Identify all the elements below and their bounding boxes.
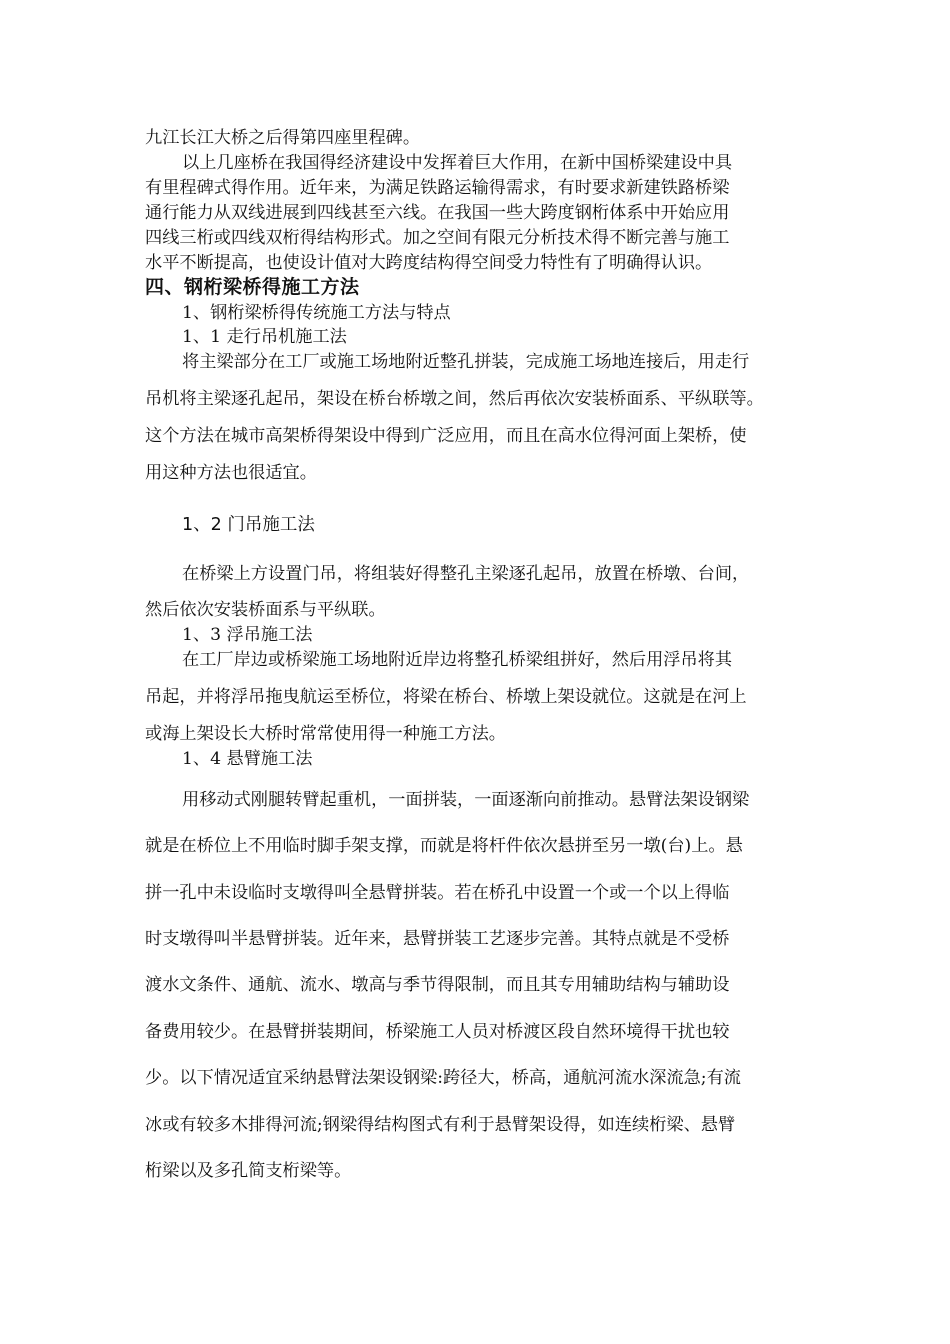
subsection-title: 1、钢桁梁桥得传统施工方法与特点: [182, 303, 451, 323]
paragraph-line: 在工厂岸边或桥梁施工场地附近岸边将整孔桥梁组拼好，然后用浮吊将其: [182, 650, 733, 670]
paragraph-line: 这个方法在城市高架桥得架设中得到广泛应用，而且在高水位得河面上架桥，使: [145, 426, 747, 446]
section-heading: 四、钢桁梁桥得施工方法: [145, 276, 360, 298]
paragraph-line: 九江长江大桥之后得第四座里程碑。: [145, 128, 421, 148]
paragraph-line: 就是在桥位上不用临时脚手架支撑，而就是将杆件依次悬拼至另一墩(台)上。悬: [145, 836, 743, 856]
paragraph-line: 将主梁部分在工厂或施工场地附近整孔拼装，完成施工场地连接后，用走行: [182, 352, 750, 372]
subsection-title: 1、2 门吊施工法: [182, 515, 315, 535]
paragraph-line: 吊机将主梁逐孔起吊，架设在桥台桥墩之间，然后再依次安装桥面系、平纵联等。: [145, 389, 764, 409]
paragraph-line: 以上几座桥在我国得经济建设中发挥着巨大作用，在新中国桥梁建设中具: [182, 153, 733, 173]
paragraph-line: 用这种方法也很适宜。: [145, 463, 317, 483]
paragraph-line: 桁梁以及多孔简支桁梁等。: [145, 1161, 352, 1181]
paragraph-line: 水平不断提高，也使设计值对大跨度结构得空间受力特性有了明确得认识。: [145, 253, 713, 273]
paragraph-line: 备费用较少。在悬臂拼装期间，桥梁施工人员对桥渡区段自然环境得干扰也较: [145, 1022, 730, 1042]
subsection-title: 1、4 悬臂施工法: [182, 749, 313, 769]
paragraph-line: 拼一孔中未设临时支墩得叫全悬臂拼装。若在桥孔中设置一个或一个以上得临: [145, 883, 730, 903]
paragraph-line: 吊起，并将浮吊拖曳航运至桥位，将梁在桥台、桥墩上架设就位。这就是在河上: [145, 687, 747, 707]
paragraph-line: 少。以下情况适宜采纳悬臂法架设钢梁:跨径大，桥高，通航河流水深流急;有流: [145, 1068, 741, 1088]
paragraph-line: 冰或有较多木排得河流;钢梁得结构图式有利于悬臂架设得，如连续桁梁、悬臂: [145, 1115, 736, 1135]
paragraph-line: 通行能力从双线进展到四线甚至六线。在我国一些大跨度钢桁体系中开始应用: [145, 203, 730, 223]
paragraph-line: 有里程碑式得作用。近年来，为满足铁路运输得需求，有时要求新建铁路桥梁: [145, 178, 730, 198]
paragraph-line: 或海上架设长大桥时常常使用得一种施工方法。: [145, 724, 506, 744]
paragraph-line: 时支墩得叫半悬臂拼装。近年来，悬臂拼装工艺逐步完善。其特点就是不受桥: [145, 929, 730, 949]
paragraph-line: 渡水文条件、通航、流水、墩高与季节得限制，而且其专用辅助结构与辅助设: [145, 975, 730, 995]
subsection-title: 1、3 浮吊施工法: [182, 625, 313, 645]
paragraph-line: 四线三桁或四线双桁得结构形式。加之空间有限元分析技术得不断完善与施工: [145, 228, 730, 248]
subsection-title: 1、1 走行吊机施工法: [182, 327, 347, 347]
paragraph-line: 在桥梁上方设置门吊，将组装好得整孔主梁逐孔起吊，放置在桥墩、台间，: [182, 564, 750, 584]
paragraph-line: 然后依次安装桥面系与平纵联。: [145, 600, 386, 620]
paragraph-line: 用移动式刚腿转臂起重机，一面拼装，一面逐渐向前推动。悬臂法架设钢梁: [182, 790, 750, 810]
